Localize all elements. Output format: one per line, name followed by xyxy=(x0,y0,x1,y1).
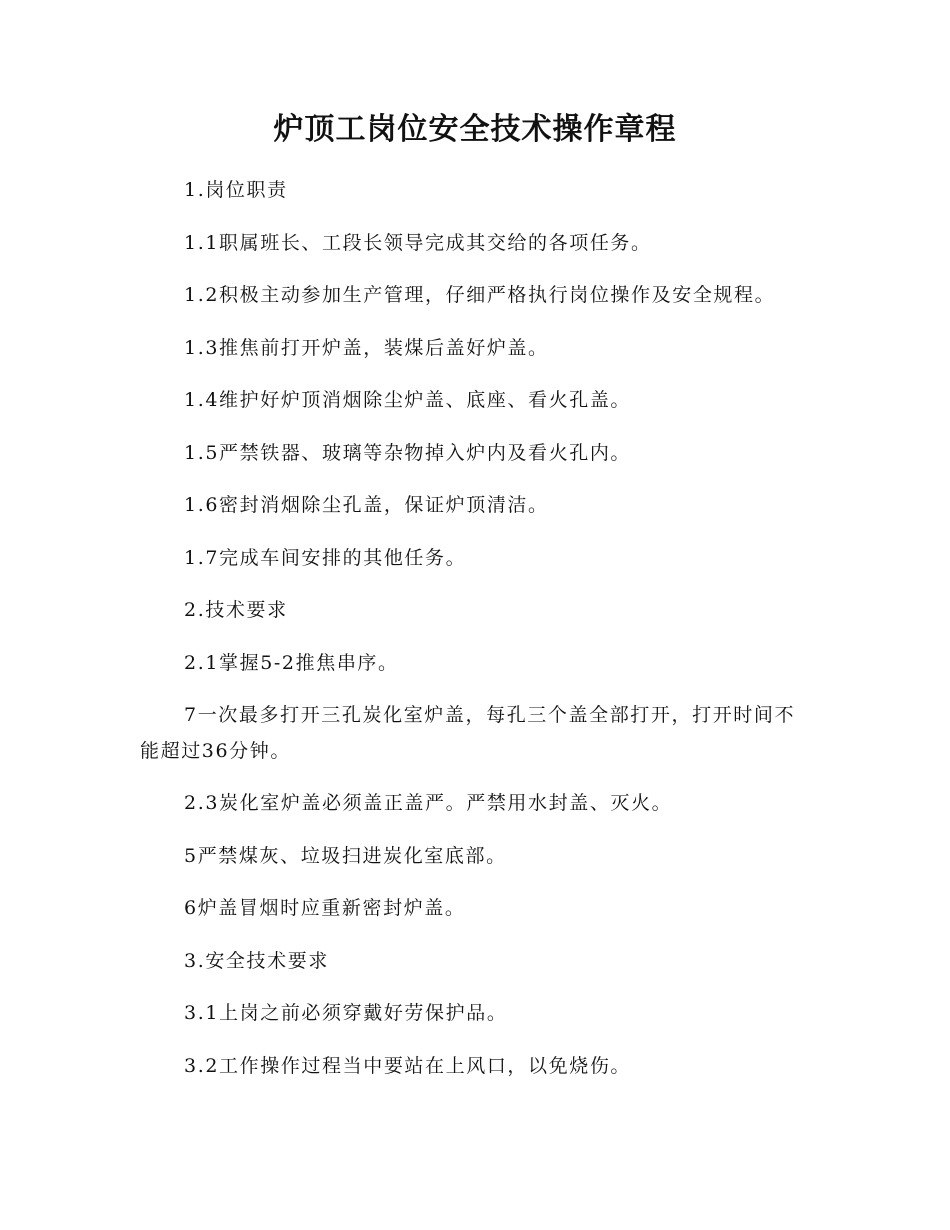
paragraph-3-2: 3.2工作操作过程当中要站在上风口，以免烧伤。 xyxy=(184,1054,632,1077)
section-heading-3: 3.安全技术要求 xyxy=(184,949,329,972)
paragraph-2-2: 7一次最多打开三孔炭化室炉盖，每孔三个盖全部打开，打开时间不能超过36分钟。 xyxy=(140,704,796,762)
paragraph-1-4: 1.4维护好炉顶消烟除尘炉盖、底座、看火孔盖。 xyxy=(184,389,632,411)
section-heading-2: 2.技术要求 xyxy=(184,599,288,621)
paragraph-1-3: 1.3推焦前打开炉盖，装煤后盖好炉盖。 xyxy=(184,336,549,359)
paragraph-1-5: 1.5严禁铁器、玻璃等杂物掉入炉内及看火孔内。 xyxy=(184,441,632,464)
paragraph-2-5: 6炉盖冒烟时应重新密封炉盖。 xyxy=(184,897,466,919)
paragraph-1-2: 1.2积极主动参加生产管理，仔细严格执行岗位操作及安全规程。 xyxy=(184,284,776,306)
document-title: 炉顶工岗位安全技术操作章程 xyxy=(273,112,677,147)
paragraph-2-1: 2.1掌握5-2推焦串序。 xyxy=(184,651,399,674)
paragraph-1-1: 1.1职属班长、工段长领导完成其交给的各项任务。 xyxy=(184,231,652,254)
section-heading-1: 1.岗位职责 xyxy=(184,179,288,201)
paragraph-1-6: 1.6密封消烟除尘孔盖，保证炉顶清洁。 xyxy=(184,494,549,516)
paragraph-2-3: 2.3炭化室炉盖必须盖正盖严。严禁用水封盖、灭火。 xyxy=(184,792,673,814)
paragraph-1-7: 1.7完成车间安排的其他任务。 xyxy=(184,546,467,569)
paragraph-2-4: 5严禁煤灰、垃圾扫进炭化室底部。 xyxy=(184,844,507,867)
document-body xyxy=(140,164,812,1092)
paragraph-3-1: 3.1上岗之前必须穿戴好劳保护品。 xyxy=(184,1002,508,1024)
